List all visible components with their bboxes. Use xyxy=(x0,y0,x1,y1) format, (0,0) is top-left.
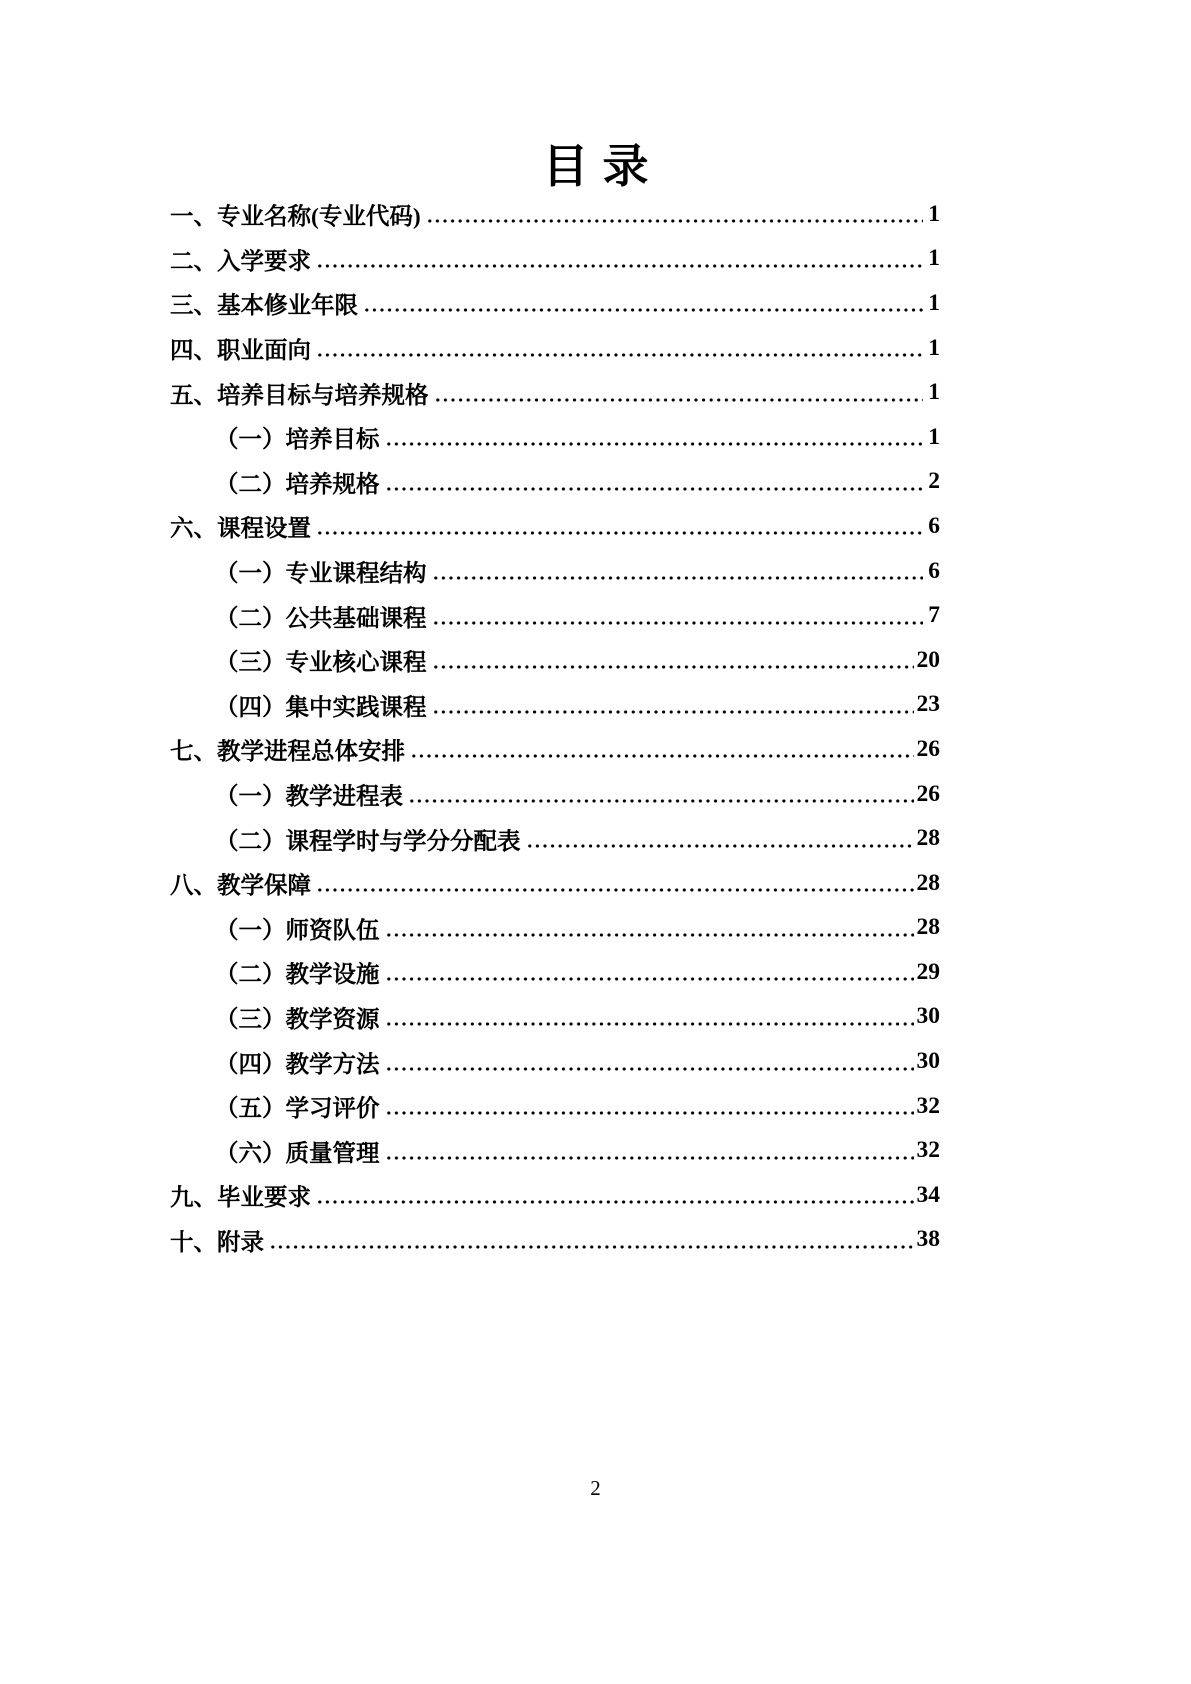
toc-entry-label: 七、教学进程总体安排 xyxy=(170,739,405,766)
toc-entry-page: 30 xyxy=(916,1048,940,1075)
toc-entry-page: 29 xyxy=(916,958,940,985)
dot-leader xyxy=(316,237,923,282)
toc-entry-label: （四）教学方法 xyxy=(215,1051,380,1078)
toc-entry-label: （二）课程学时与学分分配表 xyxy=(215,828,521,855)
toc-entry[interactable] xyxy=(170,281,940,326)
toc-entry-label: 四、职业面向 xyxy=(170,338,311,365)
toc-entry-label: （四）集中实践课程 xyxy=(215,694,427,721)
toc-entry[interactable] xyxy=(170,549,940,594)
dot-leader xyxy=(385,950,914,995)
dot-leader xyxy=(526,816,914,861)
toc-entry-label: 一、专业名称(专业代码) xyxy=(170,204,421,231)
toc-entry-label: （三）教学资源 xyxy=(215,1006,380,1033)
toc-entry-page: 28 xyxy=(916,914,940,941)
toc-entry-label: （六）质量管理 xyxy=(215,1140,380,1167)
toc-entry-label: （二）公共基础课程 xyxy=(215,605,427,632)
toc-entry-label: 二、入学要求 xyxy=(170,248,311,275)
dot-leader xyxy=(385,1039,914,1084)
toc-entry[interactable] xyxy=(170,237,940,282)
toc-entry-page: 1 xyxy=(928,334,940,361)
toc-entry[interactable] xyxy=(170,906,940,951)
toc-entry[interactable] xyxy=(170,504,940,549)
toc-entry-page: 1 xyxy=(928,379,940,406)
dot-leader xyxy=(426,192,923,237)
toc-entry[interactable] xyxy=(170,683,940,728)
toc-entry-label: （二）培养规格 xyxy=(215,471,380,498)
toc-entry[interactable] xyxy=(170,460,940,505)
toc-entry[interactable] xyxy=(170,593,940,638)
toc-entry[interactable] xyxy=(170,638,940,683)
toc-entry-page: 28 xyxy=(916,825,940,852)
toc-entry[interactable] xyxy=(170,1173,940,1218)
dot-leader xyxy=(363,281,923,326)
toc-entry-label: 三、基本修业年限 xyxy=(170,293,358,320)
toc-entry-label: （一）教学进程表 xyxy=(215,784,403,811)
toc-entry-label: （二）教学设施 xyxy=(215,962,380,989)
dot-leader xyxy=(316,1173,914,1218)
toc-entry-label: （三）专业核心课程 xyxy=(215,650,427,677)
toc-entry-page: 1 xyxy=(928,245,940,272)
toc-entry-page: 28 xyxy=(916,869,940,896)
dot-leader xyxy=(385,906,914,951)
dot-leader xyxy=(316,326,923,371)
dot-leader xyxy=(385,460,924,505)
toc-entry[interactable] xyxy=(170,370,940,415)
toc-entry-page: 6 xyxy=(928,557,940,584)
toc-entry-label: 九、毕业要求 xyxy=(170,1185,311,1212)
toc-entry[interactable] xyxy=(170,1218,940,1263)
dot-leader xyxy=(432,549,924,594)
toc-entry[interactable] xyxy=(170,415,940,460)
toc-entry[interactable] xyxy=(170,326,940,371)
dot-leader xyxy=(385,415,924,460)
toc-entry[interactable] xyxy=(170,950,940,995)
toc-entry-page: 23 xyxy=(916,691,940,718)
dot-leader xyxy=(410,727,914,772)
toc-entry-label: 六、课程设置 xyxy=(170,516,311,543)
toc-entry-page: 26 xyxy=(916,735,940,762)
toc-entry-label: 五、培养目标与培养规格 xyxy=(170,382,429,409)
dot-leader xyxy=(432,593,924,638)
toc-entry-page: 34 xyxy=(916,1181,940,1208)
toc-entry[interactable] xyxy=(170,1128,940,1173)
toc-entry-page: 32 xyxy=(916,1092,940,1119)
toc-entry[interactable] xyxy=(170,995,940,1040)
toc-entry-label: 十、附录 xyxy=(170,1229,264,1256)
toc-entry-page: 1 xyxy=(928,423,940,450)
toc-entry-page: 20 xyxy=(916,646,940,673)
dot-leader xyxy=(269,1218,914,1263)
toc-entry-label: （一）培养目标 xyxy=(215,427,380,454)
dot-leader xyxy=(432,683,914,728)
footer-page-number: 2 xyxy=(590,1476,601,1500)
toc-entry-page: 1 xyxy=(928,200,940,227)
dot-leader xyxy=(432,638,914,683)
toc-entry-page: 6 xyxy=(928,512,940,539)
page-title: 目录 xyxy=(542,141,663,192)
dot-leader xyxy=(385,1084,914,1129)
toc-entry-page: 7 xyxy=(928,602,940,629)
toc-list xyxy=(170,192,940,1262)
toc-entry[interactable] xyxy=(170,861,940,906)
toc-entry-page: 2 xyxy=(928,468,940,495)
toc-entry-page: 32 xyxy=(916,1137,940,1164)
toc-entry-page: 30 xyxy=(916,1003,940,1030)
dot-leader xyxy=(316,861,914,906)
toc-entry-page: 38 xyxy=(916,1226,940,1253)
toc-entry-label: （一）师资队伍 xyxy=(215,917,380,944)
toc-entry[interactable] xyxy=(170,816,940,861)
toc-entry-label: 八、教学保障 xyxy=(170,873,311,900)
toc-entry[interactable] xyxy=(170,192,940,237)
dot-leader xyxy=(316,504,923,549)
dot-leader xyxy=(385,1128,914,1173)
toc-entry-label: （一）专业课程结构 xyxy=(215,561,427,588)
dot-leader xyxy=(434,370,924,415)
dot-leader xyxy=(408,772,914,817)
dot-leader xyxy=(385,995,914,1040)
toc-entry[interactable] xyxy=(170,772,940,817)
toc-entry[interactable] xyxy=(170,727,940,772)
toc-entry-page: 1 xyxy=(928,289,940,316)
toc-entry[interactable] xyxy=(170,1039,940,1084)
toc-entry-page: 26 xyxy=(916,780,940,807)
toc-entry[interactable] xyxy=(170,1084,940,1129)
toc-entry-label: （五）学习评价 xyxy=(215,1096,380,1123)
